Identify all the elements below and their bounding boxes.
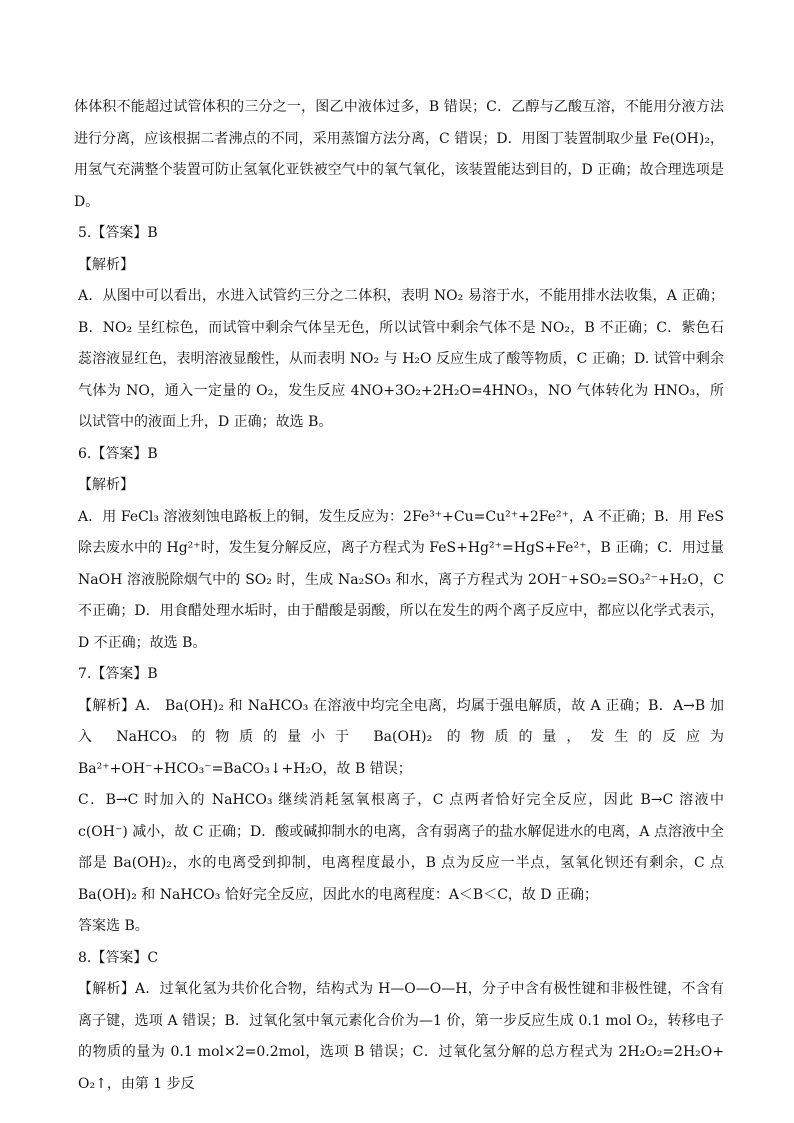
analysis-8: 【解析】A．过氧化氢为共价化合物，结构式为 H—O—O—H，分子中含有极性键和非极性键，不含有离子键，选项 A 错误；B．过氧化氢中氧元素化合价为—1 价，第一步反应生成 0.1 mol O₂，转移电子的物质的量为 0.1 mol×2=0.2mol，选项 B 错误；C．过氧化氢分解的总方程式为 2H₂O₂=2H₂O+ O₂↑，由第 1 步反 <box>78 981 724 1092</box>
answer-select-7: 答案选 B。 <box>78 918 149 934</box>
analysis-label-6: 【解析】 <box>78 477 134 493</box>
analysis-6: A．用 FeCl₃ 溶液刻蚀电路板上的铜，发生反应为：2Fe³⁺+Cu=Cu²⁺+2Fe²⁺，A 不正确；B．用 FeS 除去废水中的 Hg²⁺时，发生复分解反应，离子方程式为 FeS+Hg²⁺=HgS+Fe²⁺，B 正确；C．用过量 NaOH 溶液脱除烟气中的 SO₂ 时，生成 Na₂SO₃ 和水，离子方程式为 2OH⁻+SO₂=SO₃²⁻+H₂O，C 不正确；D．用食醋处理水垢时，由于醋酸是弱酸，所以在发生的两个离子反应中，都应以化学式表示，D 不正确；故选 B。 <box>78 508 724 651</box>
analysis-7a: 【解析】A． Ba(OH)₂ 和 NaHCO₃ 在溶液中均完全电离，均属于强电解质，故 A 正确；B．A→B 加入 NaHCO₃ 的物质的量小于 Ba(OH)₂ 的物质的量，发生的反应为 Ba²⁺+OH⁻+HCO₃⁻=BaCO₃↓+H₂O，故 B 错误； <box>78 697 724 777</box>
answer-5: 5.【答案】B <box>78 225 158 241</box>
answer-6: 6.【答案】B <box>78 445 158 462</box>
analysis-7b: C．B→C 时加入的 NaHCO₃ 继续消耗氢氧根离子，C 点两者恰好完全反应，因此 B→C 溶液中 c(OH⁻) 减小，故 C 正确；D．酸或碱抑制水的电离，含有弱离子的盐水解促进水的电离，A 点溶液中全部是 Ba(OH)₂，水的电离受到抑制，电离程度最小，B 点为反应一半点，氢氧化钡还有剩余，C 点 Ba(OH)₂ 和 NaHCO₃ 恰好完全反应，因此水的电离程度：A＜B＜C，故 D 正确； <box>78 792 724 903</box>
answer-7: 7.【答案】B <box>78 666 158 682</box>
answer-8: 8.【答案】C <box>78 949 159 966</box>
analysis-label-5: 【解析】 <box>78 256 134 273</box>
analysis-5: A．从图中可以看出，水进入试管约三分之二体积，表明 NO₂ 易溶于水，不能用排水法收集，A 正确；B．NO₂ 呈红棕色，而试管中剩余气体呈无色，所以试管中剩余气体不是 NO₂，B 不正确；C．紫色石蕊溶液显红色，表明溶液显酸性，从而表明 NO₂ 与 H₂O 反应生成了酸等物质，C 正确；D. 试管中剩余气体为 NO，通入一定量的 O₂，发生反应 4NO+3O₂+2H₂O=4HNO₃，NO 气体转化为 HNO₃，所以试管中的液面上升，D 正确；故选 B。 <box>78 288 724 430</box>
document-page <box>74 92 724 1100</box>
paragraph-1: 体体积不能超过试管体积的三分之一，图乙中液体过多，B 错误；C．乙醇与乙酸互溶，不能用分液方法进行分离，应该根据二者沸点的不同，采用蒸馏方法分离，C 错误；D．用图丁装置制取少量 Fe(OH)₂，用氢气充满整个装置可防止氢氧化亚铁被空气中的氧气氧化，该装置能达到目的，D 正确；故合理选项是 D。 <box>74 99 724 210</box>
